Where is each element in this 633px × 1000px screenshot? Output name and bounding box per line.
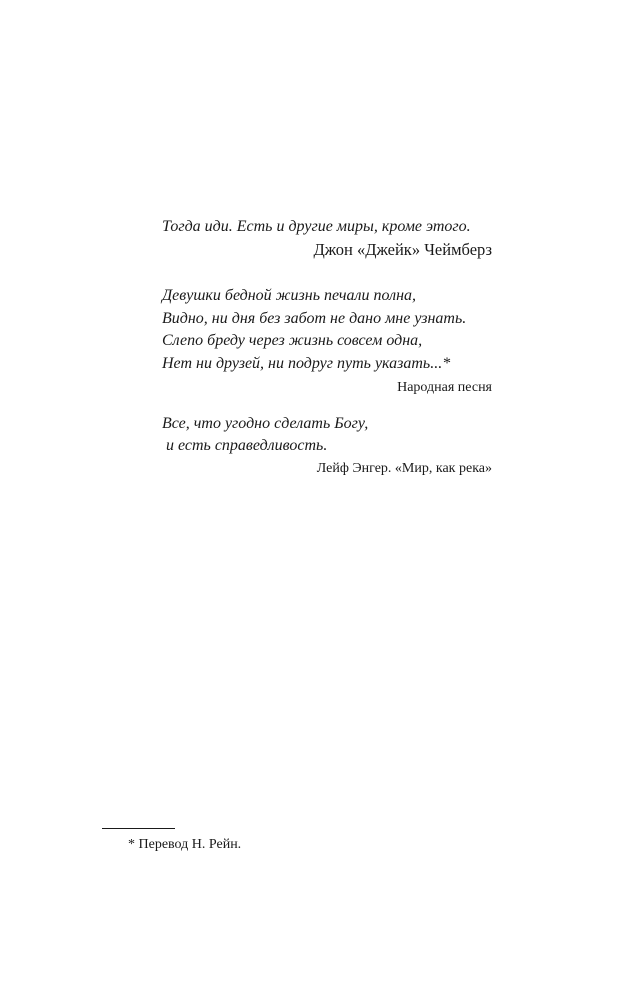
footnote: * Перевод Н. Рейн. [128, 837, 242, 852]
epigraph-line: Нет ни друзей, ни подруг путь указать...* [162, 354, 451, 372]
epigraph-line: Девушки бедной жизнь печали полна, [162, 287, 417, 304]
epigraph-line: Видно, ни дня без забот не дано мне узнать. [162, 309, 467, 327]
epigraph-line: и есть справедливость. [166, 437, 328, 454]
epigraph-attribution: Джон «Джейк» Чеймберз [313, 240, 492, 259]
epigraph-3 [162, 413, 492, 479]
epigraph-attribution: Лейф Энгер. «Мир, как река» [316, 461, 492, 476]
epigraph-2 [162, 285, 492, 398]
epigraph-line: Тогда иди. Есть и другие миры, кроме этого. [162, 218, 471, 235]
epigraph-1 [162, 216, 492, 262]
epigraph-line: Слепо бреду через жизнь совсем одна, [162, 332, 423, 349]
epigraph-attribution: Народная песня [397, 380, 492, 395]
footnote-divider [102, 828, 175, 829]
epigraph-line: Все, что угодно сделать Богу, [162, 415, 369, 432]
